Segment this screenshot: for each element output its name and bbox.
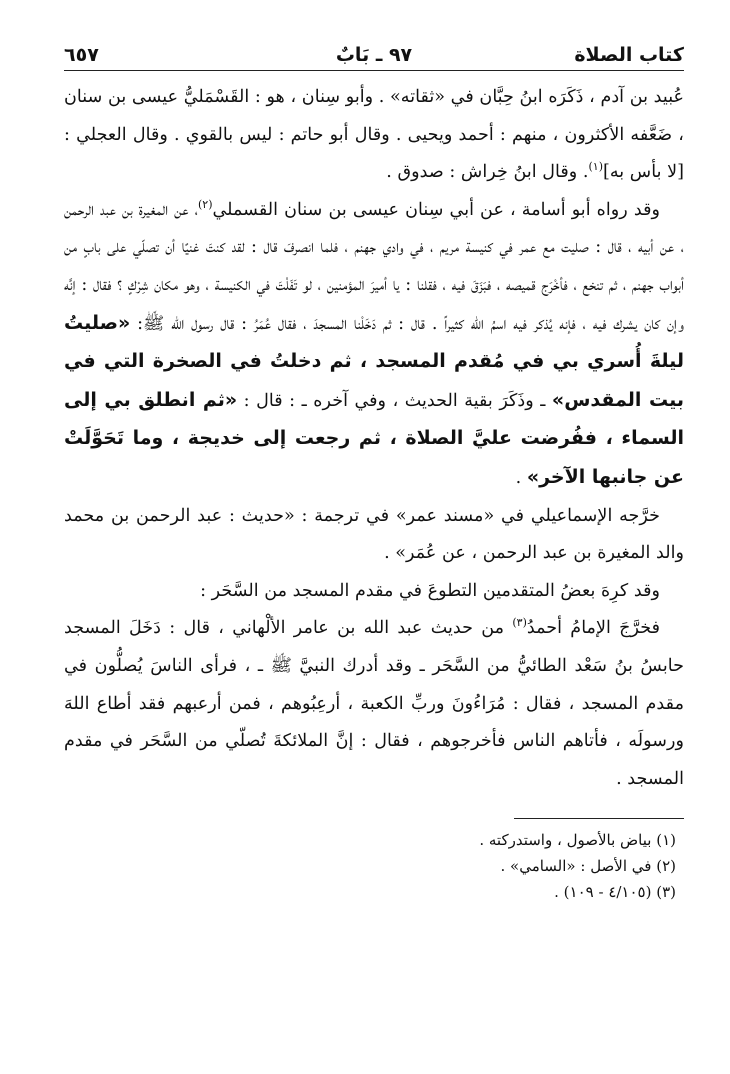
footnote-ref: (٢)	[197, 197, 213, 211]
book-page	[64, 40, 684, 905]
paragraph	[64, 573, 684, 611]
text-segment: فخرَّجَ الإمامُ أحمدُ	[526, 618, 660, 639]
paragraph	[64, 192, 684, 498]
footnote: (١) بياض بالأصول ، واستدركته .	[479, 831, 676, 850]
footnote-divider	[514, 818, 684, 819]
footnotes	[64, 827, 684, 905]
header-divider	[64, 70, 684, 71]
text-segment: . وقال ابنُ خِراش : صدوق .	[386, 162, 589, 183]
footnote-ref: (٣)	[512, 616, 527, 630]
text-segment: .	[515, 467, 527, 488]
text-segment: خرَّجه الإسماعيلي في «مسند عمر» في ترجمة : «حديث : عبد الرحمن بن محمد والد المغيرة بن عبد الرحمن ، عن عُمَر» .	[64, 505, 684, 564]
text-segment: وقد كرِهَ بعضُ المتقدمين التطوعَ في مقدم المسجد من السَّحَر :	[200, 580, 660, 601]
text-segment: من حديث عبد الله بن عامر الألْهاني ، قال : دَخَلَ المسجد حابسُ بنُ سَعْد الطائيُّ من السَّحَر ـ وقد أدرك النبيَّ ﷺ ـ ، فرأى الناسَ يُصلُّون في مقدم المسجد ، فقال : مُرَاءُونَ وربِّ الكعبة ، أرعِبُوهم ، فمن أرعبهم فقد أطاع اللهَ ورسولَه ، فأتاهم الناس فأخرجوهم ، فقال : إنَّ الملائكةَ تُصلّي من السَّحَر في مقدم المسجد .	[64, 618, 684, 789]
footnote: (٢) في الأصل : «السامي» .	[500, 857, 676, 876]
hadith-quote: «صليتُ ليلةَ أُسري بي في مُقدم المسجد ، ثم دخلتُ في الصخرة التي في بيت المقدس»	[64, 311, 684, 411]
text-segment: ، عن المغيرة بن عبد الرحمن ، عن أبيه ، قال : صليت مع عمر في كنيسة مريم ، في وادي جهنم ، فلما انصرفَ قال : لقد كنتَ غنيًا أن تصلّي على بابٍ من أبواب جهنم ، ثم تنخع ، فأخْرَج قميصه ، فبَزَقَ فيه ، فقلنا : يا أميرَ المؤمنين ، لو تَفَلْتَ في الكنيسة ، وهو مكان شِرْكٍ ؟ فقال : إنَّه وإن كان يشرك فيه ، فإنه يُذكر فيه اسمُ الله كثيراً . قال : ثم دَخَلْنا المسجدَ ، فقال عُمَرُ : قال رسول الله ﷺ:	[64, 199, 684, 334]
hadith-quote: «ثم انطلق بي إلى السماء ، ففُرضت عليَّ الصلاة ، ثم رجعت إلى خديجة ، وما تَحَوَّلَتْ عن جانبها الآخر»	[64, 388, 684, 488]
text-segment: وقد رواه أبو أسامة ، عن أبي سِنان عيسى بن سنان القسملي	[212, 199, 660, 220]
main-text	[64, 79, 684, 798]
paragraph	[64, 498, 684, 573]
paragraph	[64, 79, 684, 192]
page-number: ٦٥٧	[64, 44, 99, 66]
footnote-ref: (١)	[588, 160, 603, 174]
text-segment: عُبيد بن آدم ، ذَكَرَه ابنُ حِبَّان في «ثقاته» . وأبو سِنان ، هو : القَسْمَليُّ عيسى بن سنان ، ضَعَّفه الأكثرون ، منهم : أحمد ويحيى . وقال أبو حاتم : ليس بالقوي . وقال العجلي : [لا بأس به]	[64, 87, 684, 183]
footnote: (٣) (٤/١٠٥ - ١٠٩) .	[554, 883, 676, 902]
text-segment: ـ وذَكَرَ بقية الحديث ، وفي آخره ـ : قال :	[237, 390, 552, 411]
book-title: كتاب الصلاة	[574, 44, 684, 66]
page-header	[64, 40, 684, 70]
paragraph	[64, 610, 684, 798]
chapter-title: ٩٧ ـ بَابٌ	[335, 44, 413, 66]
